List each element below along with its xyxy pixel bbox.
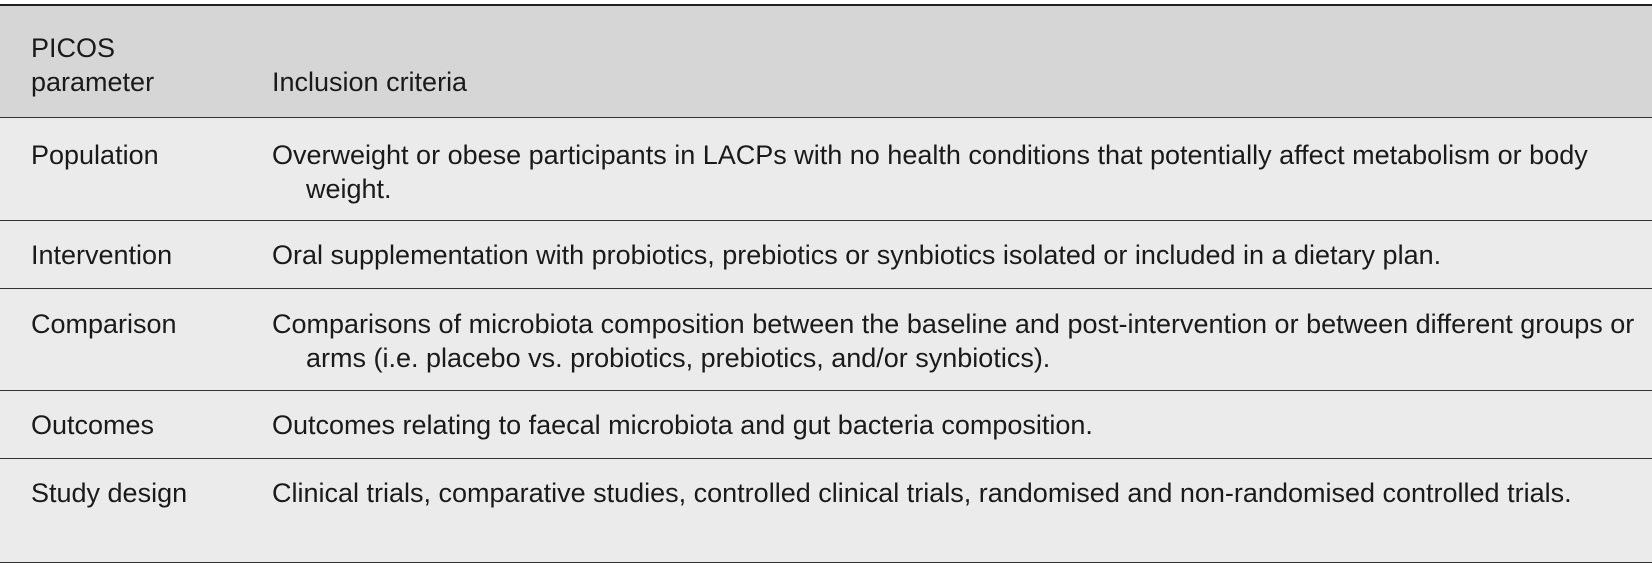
table-row <box>0 459 1652 563</box>
header-picos-parameter-line1: PICOS <box>31 33 116 63</box>
row-criteria: Oral supplementation with probiotics, prebiotics or synbiotics isolated or included in a dietary plan. <box>272 240 1442 270</box>
header-inclusion-criteria: Inclusion criteria <box>272 67 468 97</box>
picos-table <box>0 4 1652 563</box>
table-header-row <box>0 6 1652 118</box>
row-parameter: Population <box>31 140 159 170</box>
table-row <box>0 118 1652 221</box>
row-criteria: Outcomes relating to faecal microbiota and gut bacteria composition. <box>272 410 1093 440</box>
header-picos-parameter <box>0 31 272 99</box>
header-picos-parameter-line2: parameter <box>31 67 155 97</box>
row-criteria: Comparisons of microbiota composition between the baseline and post-intervention or between different groups or arms (i.e. placebo vs. probiotics, prebiotics, and/or synbiotics). <box>272 309 1635 373</box>
row-parameter: Comparison <box>31 309 177 339</box>
table-row <box>0 391 1652 459</box>
row-criteria: Overweight or obese participants in LACPs with no health conditions that potentially affect metabolism or body weight. <box>272 140 1588 204</box>
row-parameter: Outcomes <box>31 410 155 440</box>
table-row <box>0 289 1652 391</box>
row-parameter: Study design <box>31 478 188 508</box>
row-criteria: Clinical trials, comparative studies, controlled clinical trials, randomised and non-randomised controlled trials. <box>272 478 1572 508</box>
row-parameter: Intervention <box>31 240 173 270</box>
table-row <box>0 221 1652 289</box>
